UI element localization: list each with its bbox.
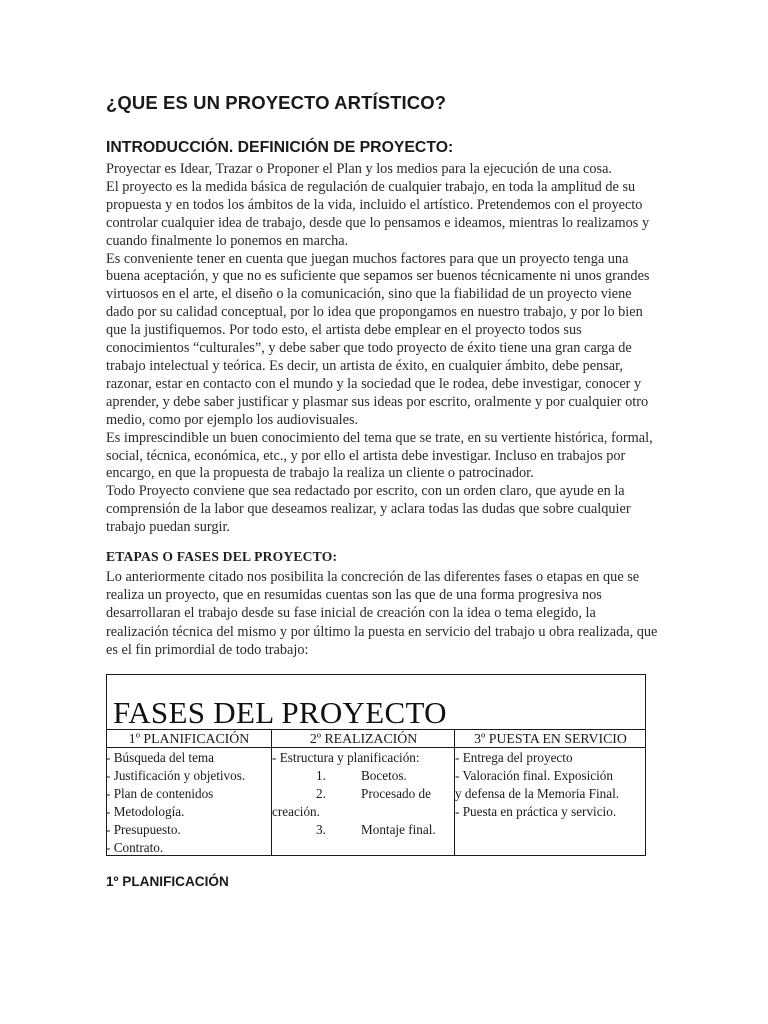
phase-header: 2º REALIZACIÓN bbox=[272, 730, 455, 748]
phase-items bbox=[106, 748, 272, 856]
phase-item: - Estructura y planificación: bbox=[272, 750, 420, 765]
intro-paragraph: Es conveniente tener en cuenta que juegan muchos factores para que un proyecto tenga una buena aceptación, y que no es suficiente que sepamos ser buenos técnicamente ni unos grandes virtuosos en el arte, el diseño o la comunicación, sino que la fiabilidad de un proyecto viene dado por su calidad conceptual, por lo idea que propongamos en nuestro trabajo, y por lo bien que la justifiquemos. Por todo esto, el artista debe emplear en el proyecto todos sus conocimientos “culturales”, y debe saber que todo proyecto de éxito tiene una gran carga de trabajo intelectual y teórica. Es decir, un artista de éxito, en cualquier ámbito, debe pensar, razonar, estar en contacto con el mundo y la sociedad que le rodea, debe investigar, conocer y aprender, y debe saber justificar y plasmar sus ideas por escrito, oralmente y por cualquier otro medio, como por ejemplo los audiovisuales. bbox=[106, 250, 650, 428]
phase-item: - Contrato. bbox=[106, 839, 164, 855]
intro-body bbox=[106, 161, 662, 537]
phase-items bbox=[272, 748, 455, 839]
phase-items bbox=[455, 748, 646, 821]
item-continuation: creación. bbox=[272, 803, 320, 819]
phase-item: y defensa de la Memoria Final. bbox=[455, 785, 620, 801]
item-text: Montaje final. bbox=[361, 821, 436, 837]
item-text: Procesado de bbox=[361, 785, 431, 801]
phase-item: - Búsqueda del tema bbox=[106, 750, 215, 765]
intro-paragraph: Proyectar es Idear, Trazar o Proponer el Plan y los medios para la ejecución de una cosa. bbox=[106, 161, 613, 177]
phases-table-title: FASES DEL PROYECTO bbox=[113, 695, 447, 730]
phase-item: - Puesta en práctica y servicio. bbox=[455, 803, 617, 819]
document-title: ¿QUE ES UN PROYECTO ARTÍSTICO? bbox=[106, 92, 447, 113]
phase-header: 1º PLANIFICACIÓN bbox=[106, 730, 272, 748]
numbered-item bbox=[272, 785, 455, 803]
numbered-item bbox=[272, 821, 455, 839]
numbered-item bbox=[272, 767, 455, 785]
item-number: 1. bbox=[316, 767, 326, 783]
phase-item: - Justificación y objetivos. bbox=[106, 767, 246, 783]
phase-column-realization bbox=[271, 729, 455, 856]
phase-column-planning bbox=[106, 729, 272, 856]
phase-item: - Valoración final. Exposición bbox=[455, 767, 613, 783]
intro-paragraph: Es imprescindible un buen conocimiento del tema que se trate, en su vertiente histórica, formal, social, técnica, económica, etc., y por ello el artista debe investigar. Incluso en trabajos por encargo, en que la propuesta de trabajo la realiza un cliente o patrocinador. bbox=[106, 429, 653, 482]
intro-heading: INTRODUCCIÓN. DEFINICIÓN DE PROYECTO: bbox=[106, 139, 454, 156]
phase-item: - Presupuesto. bbox=[106, 821, 181, 837]
intro-paragraph: Todo Proyecto conviene que sea redactado por escrito, con un orden claro, que ayude en la comprensión de la labor que deseamos realizar, y aclara todas las dudas que sobre cualquier trabajo puedan surgir. bbox=[106, 483, 631, 536]
item-text: Bocetos. bbox=[361, 767, 407, 783]
phase-item: - Metodología. bbox=[106, 803, 185, 819]
phase-item: - Plan de contenidos bbox=[106, 785, 214, 801]
stages-paragraph: Lo anteriormente citado nos posibilita la concreción de las diferentes fases o etapas en que se realiza un proyecto, que en resumidas cuentas son las que de una forma progresiva nos desarrollaran el trabajo desde su fase inicial de creación con la idea o tema elegido, la realización técnica del mismo y por último la puesta en servicio del trabajo u obra realizada, que es el fin primordial de todo trabajo: bbox=[106, 569, 658, 658]
phase-item: - Entrega del proyecto bbox=[455, 750, 573, 765]
phase-column-service bbox=[454, 729, 646, 856]
planning-heading: 1º PLANIFICACIÓN bbox=[106, 874, 229, 889]
phases-table bbox=[106, 674, 646, 856]
phase-header: 3º PUESTA EN SERVICIO bbox=[455, 730, 646, 748]
stages-heading: ETAPAS O FASES DEL PROYECTO: bbox=[106, 549, 338, 564]
item-number: 2. bbox=[316, 785, 326, 801]
intro-paragraph: El proyecto es la medida básica de regulación de cualquier trabajo, en toda la amplitud de su propuesta y en todos los ámbitos de la vida, incluido el artístico. Pretendemos con el proyecto controlar cualquier idea de trabajo, desde que lo pensamos e ideamos, mientras lo realizamos y cuando finalmente lo ponemos en marcha. bbox=[106, 178, 650, 249]
item-number: 3. bbox=[316, 821, 326, 837]
